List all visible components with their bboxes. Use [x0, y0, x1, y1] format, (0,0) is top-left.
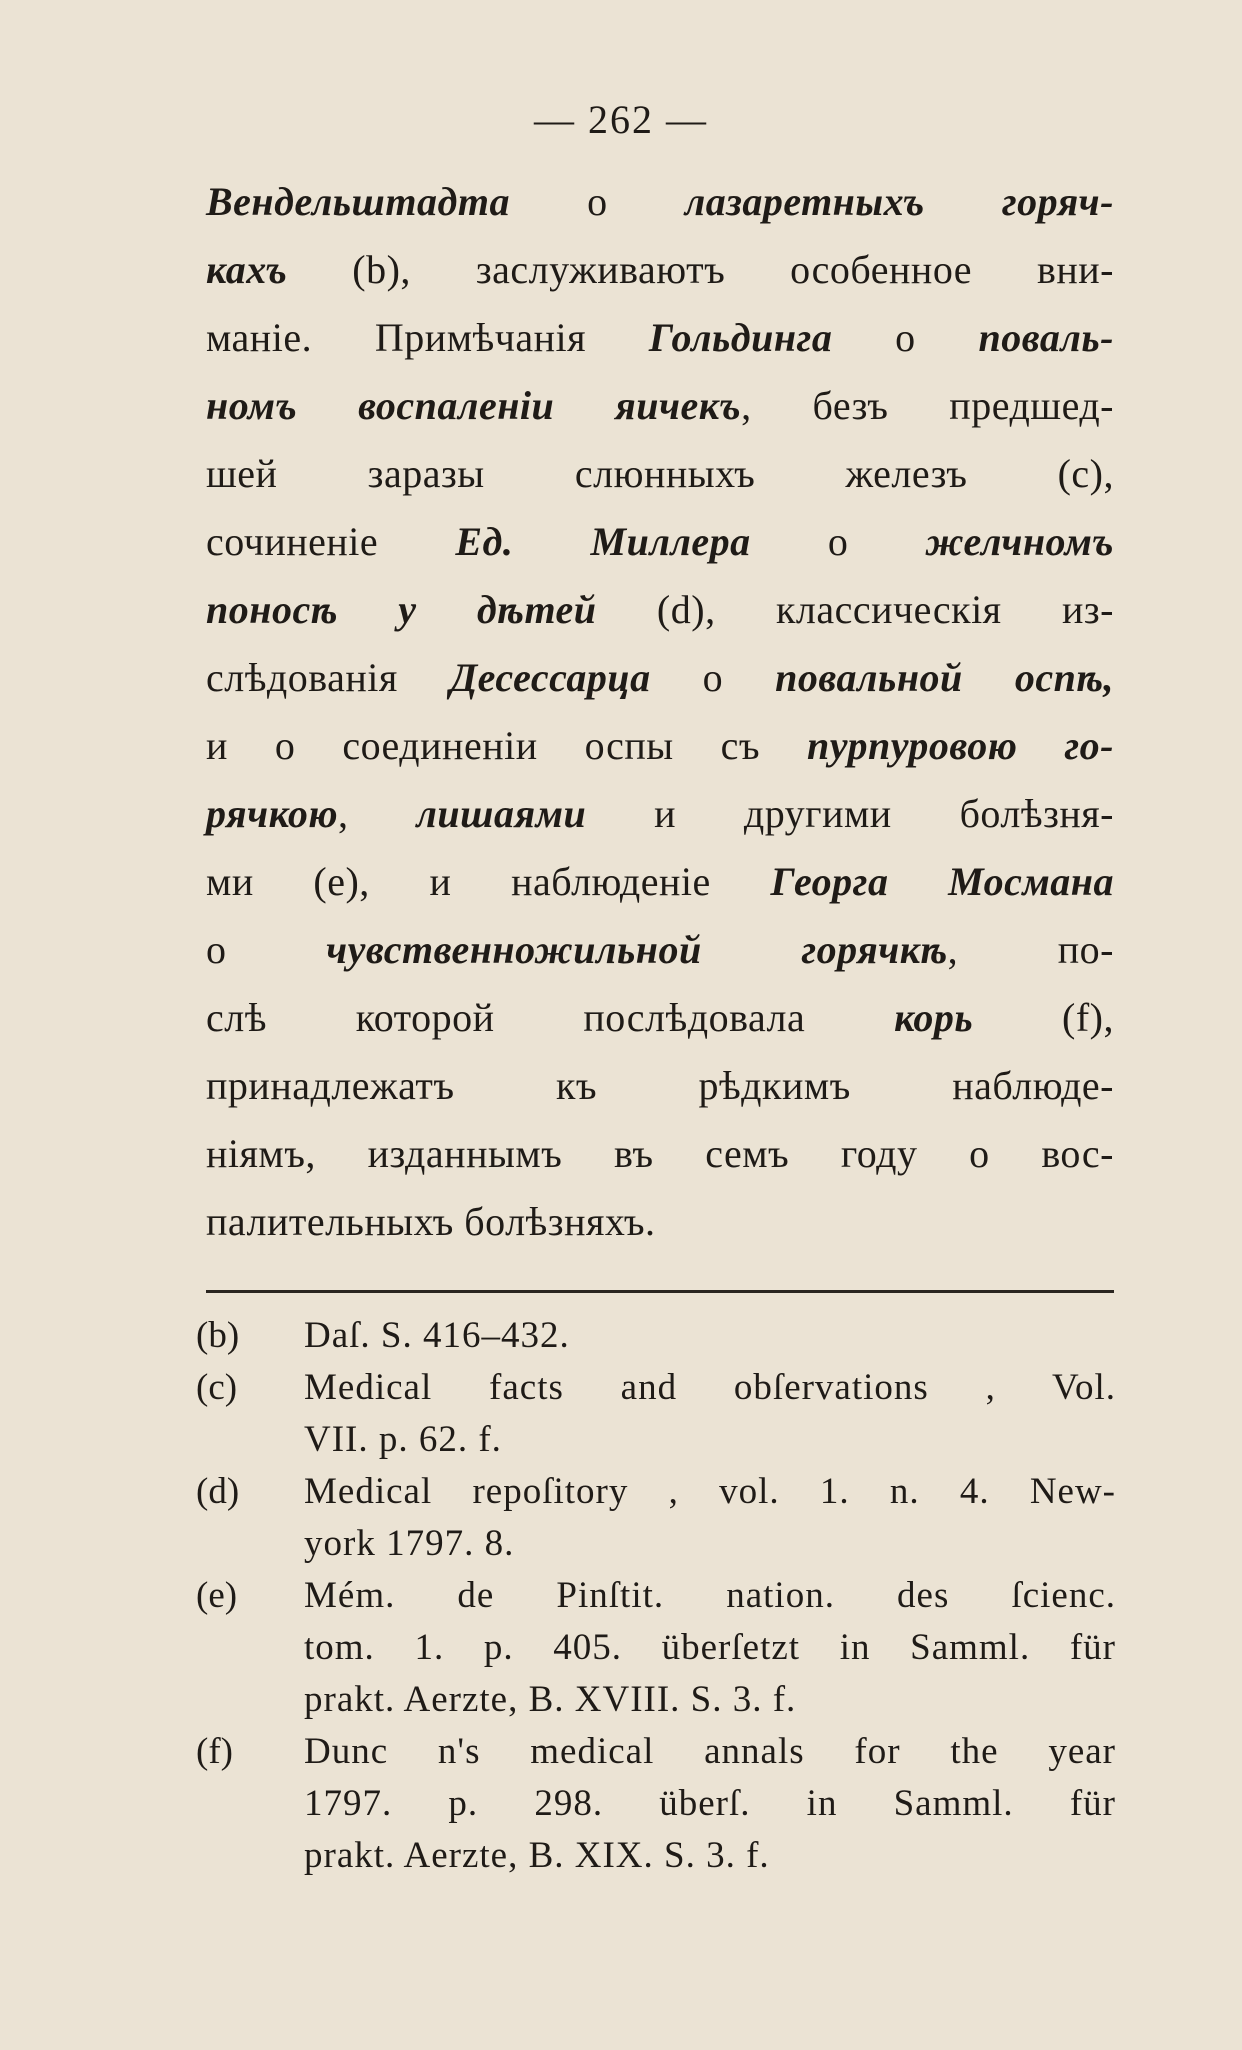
footnote-marker	[196, 1310, 286, 1362]
text-line	[206, 780, 1114, 848]
footnote-line: prakt. Aerzte, B. XIX. S. 3. f.	[304, 1835, 770, 1876]
text-line	[206, 576, 1114, 644]
footnote-marker	[196, 1362, 286, 1414]
text-segment: (b), заслуживаютъ особенное вни-	[287, 247, 1114, 292]
footnote-marker-label: (f)	[196, 1731, 233, 1772]
text-line	[206, 1188, 1114, 1256]
italic-text-segment: кахъ	[206, 247, 288, 292]
footnote	[196, 1726, 1116, 1882]
italic-text-segment: повальной оспѣ,	[775, 655, 1114, 700]
main-text	[206, 168, 1114, 1256]
footnote	[196, 1570, 1116, 1726]
italic-text-segment: пурпуровою го-	[806, 723, 1114, 768]
footnote-line: Mém. de Pinſtit. nation. des ſcienc.	[304, 1575, 1116, 1616]
footnote-marker-label: (d)	[196, 1471, 240, 1512]
text-line	[206, 984, 1114, 1052]
text-segment: палительныхъ болѣзняхъ.	[206, 1199, 656, 1244]
text-line	[206, 1052, 1114, 1120]
footnote-marker	[196, 1570, 286, 1622]
italic-text-segment: Десессарца	[449, 655, 651, 700]
italic-text-segment: поносѣ у дѣтей	[206, 587, 597, 632]
footnote	[196, 1310, 1116, 1362]
text-line	[206, 848, 1114, 916]
italic-text-segment: номъ воспаленіи яичекъ	[206, 383, 742, 428]
italic-text-segment: поваль-	[978, 315, 1114, 360]
text-line	[206, 304, 1114, 372]
text-segment: сочиненіе	[206, 519, 456, 564]
footnote-marker	[196, 1726, 286, 1778]
footnote-line: Medical facts and obſervations , Vol.	[304, 1367, 1116, 1408]
footnote-marker	[196, 1466, 286, 1518]
text-segment: слѣ которой послѣдовала	[206, 995, 895, 1040]
italic-text-segment: корь	[894, 995, 974, 1040]
text-line	[206, 168, 1114, 236]
footnote-marker-label: (e)	[196, 1575, 238, 1616]
italic-text-segment: желчномъ	[925, 519, 1114, 564]
text-line	[206, 440, 1114, 508]
footnote-line: VII. p. 62. f.	[304, 1419, 502, 1460]
footnote-separator	[206, 1290, 1114, 1293]
text-segment: и о соединеніи оспы съ	[206, 723, 807, 768]
italic-text-segment: Гольдинга	[648, 315, 833, 360]
text-line	[206, 372, 1114, 440]
text-segment: (f),	[973, 995, 1114, 1040]
text-segment: ,	[338, 791, 417, 836]
footnotes	[196, 1310, 1116, 1882]
footnote	[196, 1362, 1116, 1466]
italic-text-segment: лишаями	[416, 791, 587, 836]
text-segment: ми (e), и наблюденіе	[206, 859, 771, 904]
text-segment: о	[650, 655, 776, 700]
italic-text-segment: Георга Мосмана	[770, 859, 1114, 904]
italic-text-segment: Вендельштадта	[206, 179, 510, 224]
text-segment: (d), классическія из-	[596, 587, 1114, 632]
text-line	[206, 1120, 1114, 1188]
text-line	[206, 508, 1114, 576]
italic-text-segment: лазаретныхъ горяч-	[684, 179, 1114, 224]
text-segment: слѣдованія	[206, 655, 450, 700]
text-segment: принадлежатъ къ рѣдкимъ наблюде-	[206, 1063, 1114, 1108]
footnote-marker-label: (c)	[196, 1367, 238, 1408]
text-segment: о	[832, 315, 979, 360]
text-segment: ніямъ, изданнымъ въ семъ году о вос-	[206, 1131, 1114, 1176]
text-line	[206, 236, 1114, 304]
footnote-line: Dunc n's medical annals for the year	[304, 1731, 1116, 1772]
footnote-line: Daſ. S. 416–432.	[304, 1315, 570, 1356]
italic-text-segment: чувственножильной горячкѣ	[326, 927, 948, 972]
footnote-line: york 1797. 8.	[304, 1523, 515, 1564]
italic-text-segment: рячкою	[206, 791, 339, 836]
text-line	[206, 916, 1114, 984]
text-segment: и другими болѣзня-	[586, 791, 1114, 836]
page-number: — 262 —	[534, 97, 708, 142]
text-segment: , по-	[947, 927, 1115, 972]
text-segment: , безъ предшед-	[741, 383, 1114, 428]
footnote	[196, 1466, 1116, 1570]
text-line	[206, 644, 1114, 712]
text-segment: маніе. Примѣчанія	[206, 315, 649, 360]
footnote-marker-label: (b)	[196, 1315, 240, 1356]
text-segment: о	[509, 179, 685, 224]
text-segment: о	[206, 927, 327, 972]
footnote-line: prakt. Aerzte, B. XVIII. S. 3. f.	[304, 1679, 797, 1720]
footnote-line: Medical repoſitory , vol. 1. n. 4. New-	[304, 1471, 1116, 1512]
italic-text-segment: Ед. Миллера	[455, 519, 751, 564]
text-segment: шей заразы слюнныхъ железъ (c),	[206, 451, 1114, 496]
footnote-line: tom. 1. p. 405. überſetzt in Samml. für	[304, 1627, 1116, 1668]
text-segment: о	[750, 519, 926, 564]
footnote-line: 1797. p. 298. überſ. in Samml. für	[304, 1783, 1116, 1824]
text-line	[206, 712, 1114, 780]
